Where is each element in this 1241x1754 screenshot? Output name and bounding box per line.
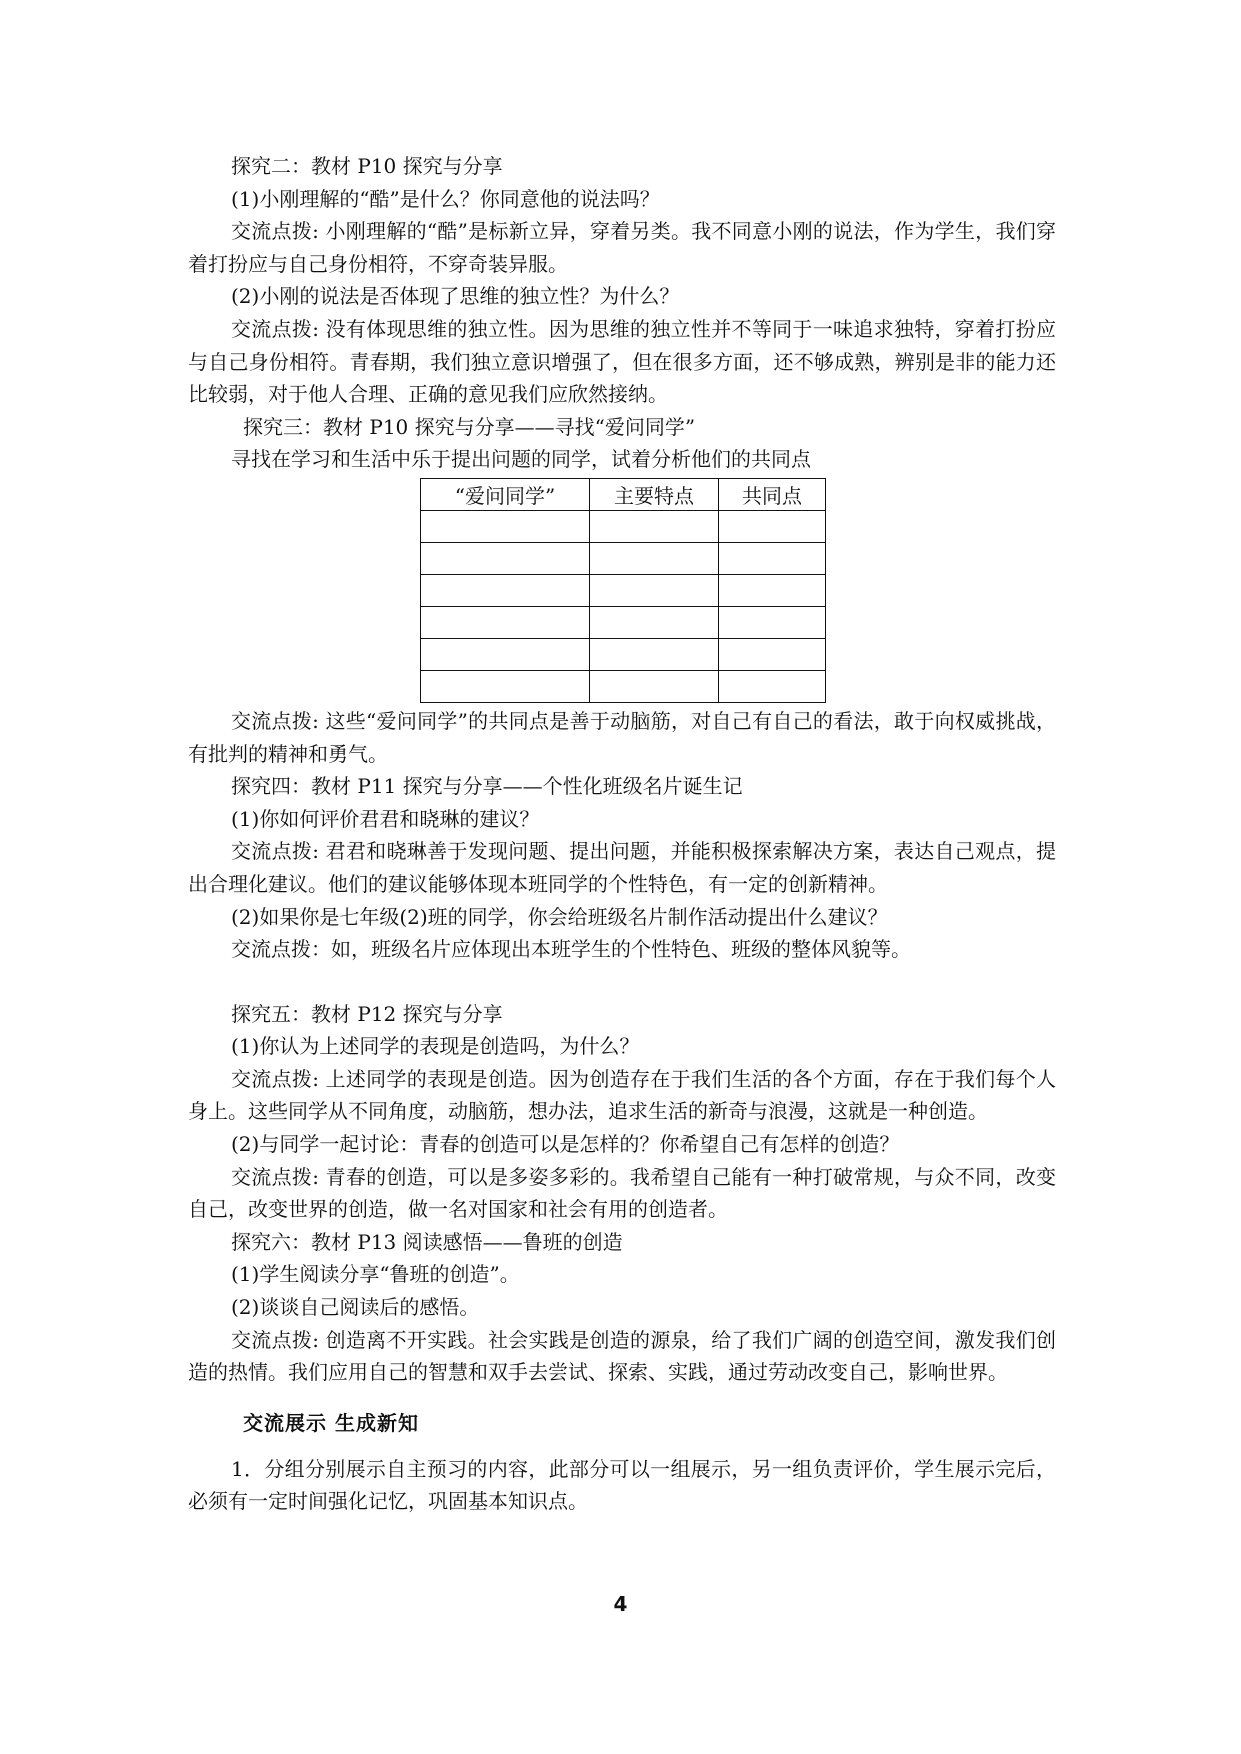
answer-text: 交流点拨: 创造离不开实践。社会实践是创造的源泉，给了我们广阔的创造空间，激发我们创造的热情。我们应用自己的智慧和双手去尝试、探索、实践，通过劳动改变自己，影响世界。 [188, 1327, 1056, 1385]
table-cell[interactable] [421, 606, 590, 638]
question-text: (2)与同学一起讨论：青春的创造可以是怎样的？你希望自己有怎样的创造？ [231, 1132, 900, 1157]
table-cell[interactable] [719, 542, 826, 574]
answer-text: 交流点拨: 这些“爱问同学”的共同点是善于动脑筋，对自己有自己的看法，敢于向权威挑战，有批判的精神和勇气。 [188, 708, 1056, 766]
question-text: (1)学生阅读分享“鲁班的创造”。 [231, 1262, 520, 1287]
question-text: (2)小刚的说法是否体现了思维的独立性？为什么？ [231, 284, 680, 309]
question-text: (1)你如何评价君君和晓琳的建议？ [231, 806, 540, 831]
table-cell[interactable] [590, 510, 719, 542]
answer-text: 交流点拨: 上述同学的表现是创造。因为创造存在于我们生活的各个方面，存在于我们每个人身上。这些同学从不同角度，动脑筋，想办法，追求生活的新奇与浪漫，这就是一种创造。 [188, 1066, 1056, 1124]
section-heading: 交流展示 生成新知 [243, 1410, 419, 1435]
table-cell[interactable] [590, 574, 719, 606]
activity-step-text: 1．分组分别展示自主预习的内容，此部分可以一组展示，另一组负责评价，学生展示完后，必须有一定时间强化记忆，巩固基本知识点。 [188, 1456, 1056, 1514]
question-text: (2)谈谈自己阅读后的感悟。 [231, 1295, 480, 1320]
table-cell[interactable] [590, 542, 719, 574]
question-text: (1)小刚理解的“酷”是什么？你同意他的说法吗？ [231, 186, 660, 211]
table-cell[interactable] [421, 574, 590, 606]
table-cell[interactable] [719, 510, 826, 542]
table-cell[interactable] [590, 638, 719, 670]
exploration-4-title: 探究四：教材 P11 探究与分享——个性化班级名片诞生记 [231, 774, 743, 799]
table-cell[interactable] [421, 670, 590, 702]
answer-text: 交流点拨: 君君和晓琳善于发现问题、提出问题，并能积极探索解决方案，表达自己观点，提出合理化建议。他们的建议能够体现本班同学的个性特色，有一定的创新精神。 [188, 839, 1056, 896]
answer-text: 交流点拨：如，班级名片应体现出本班学生的个性特色、班级的整体风貌等。 [231, 937, 911, 962]
document-page [188, 150, 1056, 1518]
table-header-cell: “爱问同学” [421, 478, 590, 510]
blank-line [188, 966, 1056, 998]
table-row [421, 670, 826, 702]
table-cell[interactable] [719, 574, 826, 606]
exploration-3-title: 探究三：教材 P10 探究与分享——寻找“爱问同学” [243, 414, 696, 439]
exploration-2-title: 探究二：教材 P10 探究与分享 [231, 154, 503, 178]
table-cell[interactable] [590, 606, 719, 638]
table-cell[interactable] [590, 670, 719, 702]
table-cell[interactable] [421, 638, 590, 670]
answer-text: 交流点拨: 没有体现思维的独立性。因为思维的独立性并不等同于一味追求独特，穿着打扮应与自己身份相符。青春期，我们独立意识增强了，但在很多方面，还不够成熟，辨别是非的能力还比较弱，对于他人合理、正确的意见我们应欣然接纳。 [188, 316, 1056, 407]
table-header-cell: 主要特点 [590, 478, 719, 510]
table-row [421, 606, 826, 638]
curious-students-table [420, 478, 826, 703]
exploration-6-title: 探究六：教材 P13 阅读感悟——鲁班的创造 [231, 1229, 623, 1254]
table-header-row [421, 478, 826, 510]
table-header-cell: 共同点 [719, 478, 826, 510]
table-cell[interactable] [719, 638, 826, 670]
table-row [421, 638, 826, 670]
exploration-5-title: 探究五：教材 P12 探究与分享 [231, 1001, 503, 1026]
table-cell[interactable] [719, 670, 826, 702]
table-cell[interactable] [421, 510, 590, 542]
page-number: 4 [613, 1592, 628, 1616]
instruction-text: 寻找在学习和生活中乐于提出问题的同学，试着分析他们的共同点 [231, 447, 811, 472]
table-cell[interactable] [719, 606, 826, 638]
question-text: (1)你认为上述同学的表现是创造吗，为什么？ [231, 1034, 640, 1059]
table-cell[interactable] [421, 542, 590, 574]
table-row [421, 574, 826, 606]
answer-text: 交流点拨: 青春的创造，可以是多姿多彩的。我希望自己能有一种打破常规，与众不同，改变自己，改变世界的创造，做一名对国家和社会有用的创造者。 [188, 1164, 1056, 1222]
table-row [421, 542, 826, 574]
table-row [421, 510, 826, 542]
answer-text: 交流点拨: 小刚理解的“酷”是标新立异，穿着另类。我不同意小刚的说法，作为学生，我们穿着打扮应与自己身份相符，不穿奇装异服。 [188, 219, 1056, 276]
question-text: (2)如果你是七年级(2)班的同学，你会给班级名片制作活动提出什么建议？ [231, 904, 888, 929]
